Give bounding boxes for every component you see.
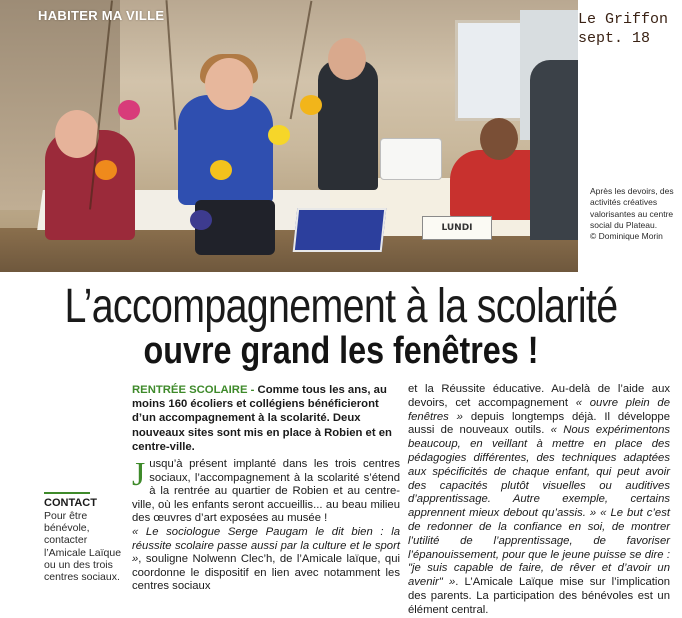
stamp-line1: Le Griffon bbox=[578, 11, 669, 28]
dropcap-letter: J bbox=[132, 456, 146, 493]
article-photo bbox=[0, 0, 578, 272]
column2-text2: depuis longtemps déjà. Il développe aussi de nouveaux outils. bbox=[408, 410, 670, 437]
column2-quote2: « Nous expérimentons beaucoup, en veillant à mettre en place des pédagogies différentes, des techniques adaptées aux spécificités de chaque enfant, qui peut avoir des capacités plutôt visuelles ou auditives d’apprentissage. Autre exemple, certains apprennent mieux debout qu’assis. » bbox=[408, 424, 671, 520]
column1-quote: « Le sociologue Serge Paugam le dit bien : la réussite scolaire passe aussi par la culture et le sport » bbox=[132, 525, 400, 566]
column1-paragraph2: , souligne Nolwenn Clec’h, de l’Amicale laïque, qui coordonne le dispositif en lien avec notamment les centres sociaux bbox=[132, 553, 400, 593]
intro-lead: RENTRÉE SCOLAIRE - bbox=[132, 384, 255, 396]
contact-box bbox=[44, 492, 124, 583]
source-stamp bbox=[578, 10, 668, 48]
intro-paragraph bbox=[132, 383, 400, 454]
article-column-2 bbox=[408, 383, 670, 618]
section-tag: HABITER MA VILLE bbox=[38, 8, 165, 23]
intro-text: Comme tous les ans, au moins 160 écoliers et collégiens bénéficieront d’un accompagnement à la scolarité. Deux nouveaux sites sont mis en place à Robien et en centre-ville. bbox=[132, 384, 392, 453]
headline-line2: ouvre grand les fenêtres ! bbox=[143, 330, 539, 372]
column2-quote3: « Le but c’est de redonner de la confiance en soi, de montrer l’utilité de l’apprentissage, de favoriser l’épanouissement, pour que le jeune puisse se dire : "je suis capable de faire, de rêver et d’avoir un avenir" » bbox=[408, 507, 670, 589]
stamp-line2: sept. 18 bbox=[578, 30, 651, 47]
caption-text: Après les devoirs, des activités créatives valorisantes au centre social du Plateau. bbox=[590, 186, 674, 230]
contact-title: CONTACT bbox=[44, 492, 90, 509]
column2-text3: . L’Amicale Laïque mise sur l’implication des parents. La participation des bénévoles est un élément central. bbox=[408, 576, 671, 616]
headline-line1: L’accompagnement à la scolarité bbox=[64, 280, 618, 333]
article-column-1 bbox=[132, 458, 400, 594]
photo-caption bbox=[590, 186, 678, 242]
photo-sign-lundi: LUNDI bbox=[422, 216, 492, 240]
column2-quote1: « ouvre plein de fenêtres » bbox=[408, 396, 670, 423]
column1-paragraph1: usqu’à présent implanté dans les trois centres sociaux, l’accompagnement à la scolarité s’étend à la rentrée au quartier de Robien et au centre-ville, où les enfants seront accueillis... au beau milieu des œuvres d’art exposées au musée ! bbox=[132, 458, 400, 525]
headline bbox=[0, 282, 682, 372]
caption-credit: © Dominique Morin bbox=[590, 231, 663, 242]
contact-text: Pour être bénévole, contacter l’Amicale Laïque ou un des trois centres sociaux. bbox=[44, 510, 122, 584]
column2-text1: et la Réussite éducative. Au-delà de l’aide aux devoirs, cet accompagnement bbox=[408, 383, 670, 409]
